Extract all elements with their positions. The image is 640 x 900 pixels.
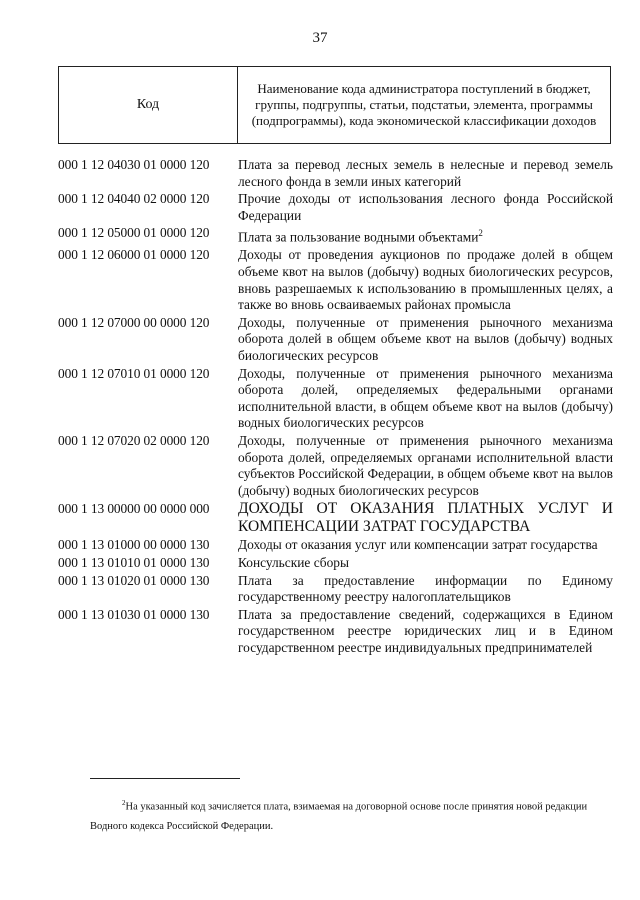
header-name-cell: Наименование кода администратора поступлений в бюджет, группы, подгруппы, статьи, подстатьи, элемента, программы (подпрограммы), кода экономической классификации доходов <box>251 81 597 128</box>
table-row <box>58 366 613 432</box>
table-row <box>58 500 613 536</box>
row-description <box>236 433 613 499</box>
header-code-cell: Код <box>59 67 238 143</box>
row-code: 000 1 12 07020 02 0000 120 <box>58 432 210 448</box>
table-row <box>58 225 613 246</box>
row-description-text: Доходы, полученные от применения рыночного механизма оборота долей, определяемых федеральными органами исполнительной власти, в общем объеме квот на вылов (добычу) водных биологических ресурсов <box>238 365 613 431</box>
row-code: 000 1 13 01030 01 0000 130 <box>58 606 210 622</box>
row-description-text: Доходы от оказания услуг или компенсации затрат государства <box>238 537 598 553</box>
row-code: 000 1 13 01000 00 0000 130 <box>58 537 210 553</box>
row-description <box>236 366 613 432</box>
row-code: 000 1 12 04030 01 0000 120 <box>58 157 210 172</box>
row-description-text: Доходы, полученные от применения рыночного механизма оборота долей, определяемых органами исполнительной власти субъектов Российской Федерации, в общем объеме квот на вылов (добычу) водных биологических ресурсов <box>238 432 613 498</box>
footnote-reference: 2 <box>478 228 483 239</box>
footnote-mark: 2 <box>122 799 126 807</box>
footnote-text: На указанный код зачисляется плата, взимаемая на договорной основе после принятия новой редакции Водного кодекса Российской Федерации. <box>90 801 588 832</box>
row-code: 000 1 13 00000 00 0000 000 <box>58 501 210 517</box>
footnote <box>90 794 610 836</box>
row-description <box>236 555 613 572</box>
row-code: 000 1 12 05000 01 0000 120 <box>58 225 210 241</box>
table-row <box>58 315 613 365</box>
row-description-text: Консульские сборы <box>238 554 350 570</box>
table-row <box>58 433 613 499</box>
row-code: 000 1 12 06000 01 0000 120 <box>58 247 210 263</box>
row-description <box>236 225 613 246</box>
row-code: 000 1 13 01020 01 0000 130 <box>58 572 210 588</box>
row-description-text: ДОХОДЫ ОТ ОКАЗАНИЯ ПЛАТНЫХ УСЛУГ И КОМПЕНСАЦИИ ЗАТРАТ ГОСУДАРСТВА <box>238 500 613 536</box>
table-row <box>58 537 613 554</box>
row-description <box>236 191 613 224</box>
row-description-text: Прочие доходы от использования лесного фонда Российской Федерации <box>238 191 613 223</box>
row-code: 000 1 12 04040 02 0000 120 <box>58 191 210 207</box>
table-row <box>58 607 613 657</box>
row-description <box>236 315 613 365</box>
row-description-text: Плата за перевод лесных земель в нелесные и перевод земель лесного фонда в земли иных категорий <box>238 157 613 189</box>
footnote-divider <box>90 778 240 779</box>
row-description-text: Доходы, полученные от применения рыночного механизма оборота долей в общем объеме квот на вылов (добычу) водных биологических ресурсов <box>238 314 613 363</box>
row-description-text: Плата за предоставление информации по Единому государственному реестру налогоплательщиков <box>238 572 613 605</box>
row-code: 000 1 13 01010 01 0000 130 <box>58 554 210 570</box>
classification-table-body <box>58 157 613 657</box>
row-description <box>236 247 613 313</box>
row-description-text: Плата за предоставление сведений, содержащихся в Едином государственном реестре юридических лиц и в Едином государственном реестре индивидуальных предпринимателей <box>238 606 613 655</box>
table-header <box>58 66 611 144</box>
row-description <box>236 573 613 606</box>
row-description <box>236 157 613 190</box>
row-description <box>236 537 613 554</box>
table-row <box>58 191 613 224</box>
row-code: 000 1 12 07000 00 0000 120 <box>58 314 210 330</box>
table-row <box>58 157 613 190</box>
row-description <box>236 607 613 657</box>
row-description-text: Доходы от проведения аукционов по продаже долей в общем объеме квот на вылов (добычу) водных биологических ресурсов, вновь разрешаемых к использованию в промышленных целях, а также во вновь осваиваемых районах промысла <box>238 247 613 313</box>
page-number: 37 <box>312 30 328 46</box>
table-row <box>58 555 613 572</box>
row-description-text: Плата за пользование водными объектами <box>238 229 479 245</box>
row-description <box>236 500 613 536</box>
row-code: 000 1 12 07010 01 0000 120 <box>58 365 210 381</box>
table-row <box>58 573 613 606</box>
table-row <box>58 247 613 313</box>
